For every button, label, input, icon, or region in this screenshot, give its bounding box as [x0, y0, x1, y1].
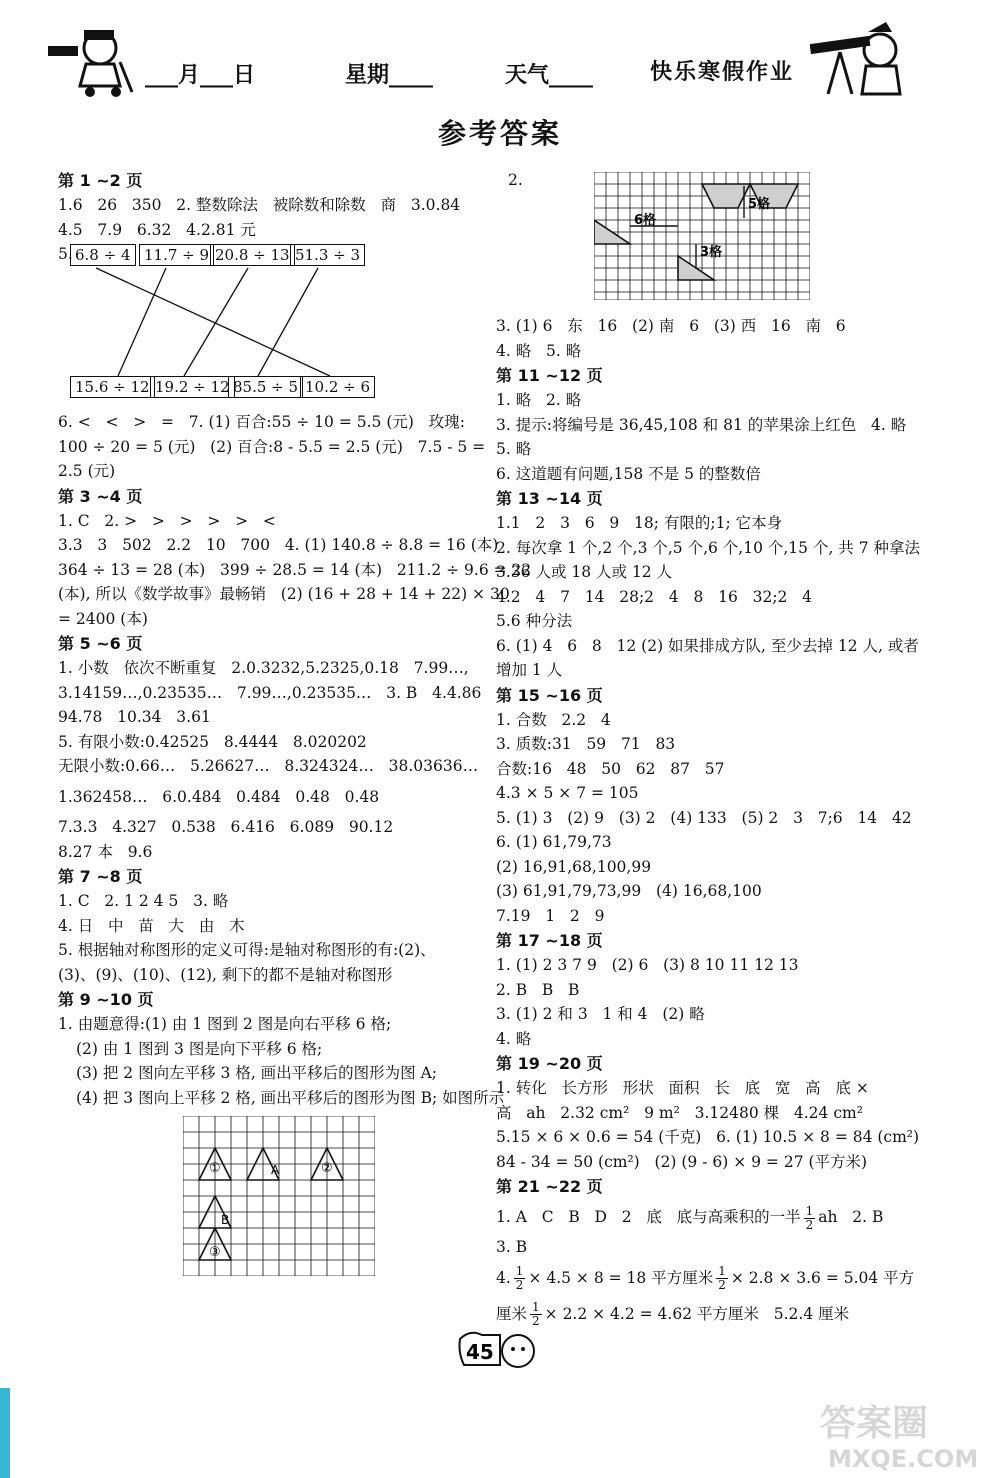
grid-label: 6格 [634, 213, 657, 228]
division-box: 11.7 ÷ 9 [139, 244, 214, 266]
answer-line: 1. C 2. 1 2 4 5 3. 略 [58, 892, 229, 910]
answer-line: 1.6 26 350 2. 整数除法 被除数和除数 商 3.0.84 [58, 196, 461, 214]
section-title: 第 13 ~14 页 [496, 489, 603, 508]
answer-line: 3. 质数:31 59 71 83 [496, 735, 676, 753]
answer-line: 6. (1) 61,79,73 [496, 833, 612, 851]
answer-line: 6. 这道题有问题,158 不是 5 的整数倍 [496, 464, 761, 483]
answer-line: 2. B B B [496, 980, 580, 999]
section-title: 第 15 ~16 页 [496, 685, 603, 705]
answer-line: 6. (1) 4 6 8 12 (2) 如果排成方队, 至少去掉 12 人, 或者 [496, 636, 919, 655]
answer-line [496, 1199, 936, 1235]
division-box: 15.6 ÷ 12 [70, 376, 155, 398]
answer-line: 合数:16 48 50 62 87 57 [496, 759, 725, 778]
answer-line: (3) 把 2 图向左平移 3 格, 画出平移后的图形为图 A; [76, 1064, 438, 1082]
answer-line: 3. (1) 2 和 3 1 和 4 (2) 略 [496, 1005, 705, 1023]
grid-label: ③ [209, 1245, 221, 1260]
answer-line [496, 1296, 936, 1332]
answer-line: 5.15 × 6 × 0.6 = 54 (千克) 6. (1) 10.5 × 8 = 84 (cm²) [496, 1128, 920, 1146]
grid-label: A [271, 1163, 280, 1177]
answer-line: 5.6 种分法 [496, 612, 573, 630]
translation-grid-figure [183, 1116, 375, 1276]
matching-exercise [58, 242, 478, 402]
answer-line: 8.27 本 9.6 [58, 842, 153, 861]
answer-line: 1. 由题意得:(1) 由 1 图到 2 图是向右平移 6 格; [58, 1015, 392, 1033]
answer-text: × 2.2 × 4.2 = 4.62 平方厘米 5.2.4 厘米 [544, 1304, 850, 1323]
grid-label: 5格 [748, 197, 771, 212]
weekday-label: 星期____ [345, 63, 434, 88]
answer-line: 2.5 (元) [58, 462, 116, 480]
answer-line: 1.362458… 6.0.484 0.484 0.48 0.48 [58, 787, 380, 806]
section-title: 第 1 ~2 页 [58, 171, 143, 190]
answer-text: × 4.5 × 8 = 18 平方厘米 [528, 1268, 714, 1287]
section-title: 第 17 ~18 页 [496, 931, 603, 950]
answer-line: 1. 转化 长方形 形状 面积 长 底 宽 高 底 × [496, 1079, 869, 1097]
grid-drawing [594, 172, 810, 300]
translation-figure-2 [496, 168, 936, 308]
section-title: 第 7 ~8 页 [58, 867, 143, 886]
question-number: 2. [508, 171, 523, 189]
answer-line: 7.19 1 2 9 [496, 906, 605, 925]
answer-line: = 2400 (本) [58, 609, 148, 628]
fraction-numerator: 1 [718, 1264, 726, 1278]
division-box: 85.5 ÷ 5 [228, 376, 303, 398]
answer-line: 3.36 人或 18 人或 12 人 [496, 563, 673, 581]
date-label: ___月___日 [145, 63, 256, 88]
fraction [514, 1265, 526, 1292]
page-number: 45 [466, 1340, 494, 1364]
grid-drawing [183, 1116, 375, 1276]
fraction-numerator: 1 [515, 1264, 524, 1278]
brand-title: 快乐寒假作业 [650, 60, 795, 85]
answer-line: 94.78 10.34 3.61 [58, 708, 211, 726]
fraction [716, 1265, 728, 1292]
answer-line: 高 ah 2.32 cm² 9 m² 3.12480 棵 4.24 cm² [496, 1103, 863, 1122]
section-title: 第 19 ~20 页 [496, 1054, 603, 1073]
answer-line: 1. 小数 依次不断重复 2.0.3232,5.2325,0.18 7.99…, [58, 659, 469, 677]
answer-text: 厘米 [496, 1304, 528, 1323]
answer-line: (2) 16,91,68,100,99 [496, 857, 652, 876]
answer-line: 1. C 2. > > > > > < [58, 511, 276, 530]
division-box: 6.8 ÷ 4 [70, 244, 136, 266]
right-column [496, 168, 936, 1332]
answer-line: 4.2 4 7 14 28;2 4 8 16 32;2 4 [496, 587, 813, 606]
answer-text: × 2.8 × 3.6 = 5.04 平方 [730, 1268, 915, 1287]
division-box: 10.2 ÷ 6 [300, 376, 375, 398]
answer-line: 3.14159…,0.23535… 7.99…,0.23535… 3. B 4.4.86 [58, 683, 482, 702]
answer-text: 1. A C B D 2 底 底与高乘积的一半 [496, 1208, 801, 1226]
fraction-numerator: 1 [532, 1300, 540, 1314]
answer-line: 5. 略 [496, 440, 532, 458]
answer-line: 3.3 3 502 2.2 10 700 4. (1) 140.8 ÷ 8.8 = 16 (本) [58, 536, 499, 554]
cartoon-badge-icon [456, 1325, 546, 1373]
watermark-title: 答案圈 [820, 1403, 929, 1444]
answer-line: 3. (1) 6 东 16 (2) 南 6 (3) 西 16 南 6 [496, 317, 846, 335]
answer-line: 6. < < > = 7. (1) 百合:55 ÷ 10 = 5.5 (元) 玫瑰: [58, 413, 465, 431]
answer-line: 5. 有限小数:0.42525 8.4444 8.020202 [58, 732, 367, 751]
answer-line: (2) 由 1 图到 3 图是向下平移 6 格; [76, 1039, 323, 1058]
question-number: 5. [58, 245, 73, 263]
answer-line: 364 ÷ 13 = 28 (本) 399 ÷ 28.5 = 14 (本) 211.2 ÷ 9.6 = 22 [58, 560, 532, 579]
section-title: 第 9 ~10 页 [58, 990, 154, 1009]
answer-line: 1.1 2 3 6 9 18; 有限的;1; 它本身 [496, 514, 783, 532]
fraction [804, 1205, 816, 1232]
fraction [530, 1301, 542, 1328]
page-title: 参考答案 [437, 117, 562, 150]
answer-line: 1. 略 2. 略 [496, 391, 582, 409]
section-title: 第 21 ~22 页 [496, 1177, 603, 1196]
answer-line: (本), 所以《数学故事》最畅销 (2) (16 + 28 + 14 + 22) × 30 [58, 585, 510, 603]
watermark-icon [810, 1395, 980, 1473]
fraction-denominator: 2 [532, 1314, 540, 1328]
cartoon-kid-icon [40, 22, 140, 102]
grid-label: 3格 [700, 245, 723, 260]
answer-line: (3) 61,91,79,73,99 (4) 16,68,100 [496, 882, 762, 900]
answer-line: 增加 1 人 [496, 661, 563, 679]
page-header [0, 0, 1000, 110]
answer-line: 4. 略 [496, 1029, 532, 1048]
answer-line: (3)、(9)、(10)、(12), 剩下的都不是轴对称图形 [58, 965, 393, 984]
answer-text: 4. [496, 1268, 511, 1287]
answer-line: 5. 根据轴对称图形的定义可得:是轴对称图形的有:(2)、 [58, 941, 436, 959]
answer-line [496, 1260, 936, 1296]
section-title: 第 5 ~6 页 [58, 634, 143, 653]
answer-line: 84 - 34 = 50 (cm²) (2) (9 - 6) × 9 = 27 (平方米) [496, 1152, 868, 1171]
grid-label: B [221, 1213, 230, 1227]
answer-line: 无限小数:0.66… 5.26627… 8.324324… 38.03636… [58, 757, 479, 775]
answer-line: 4. 略 5. 略 [496, 341, 582, 360]
answer-line: 5. (1) 3 (2) 9 (3) 2 (4) 133 (5) 2 3 7;6 14 42 [496, 808, 912, 827]
fraction-denominator: 2 [718, 1278, 726, 1292]
answer-text: ah 2. B [818, 1208, 884, 1226]
page-number-badge [456, 1325, 546, 1373]
watermark-url: MXQE.COM [828, 1445, 979, 1473]
section-title: 第 11 ~12 页 [496, 366, 603, 385]
division-box: 51.3 ÷ 3 [290, 244, 365, 266]
fraction-denominator: 2 [515, 1278, 524, 1292]
telescope-kid-icon [810, 22, 910, 102]
fraction-denominator: 2 [805, 1217, 814, 1232]
page-edge-strip [0, 1388, 10, 1478]
division-box: 20.8 ÷ 13 [210, 244, 295, 266]
answer-line: 1. 合数 2.2 4 [496, 710, 611, 729]
answer-line: 4.3 × 5 × 7 = 105 [496, 784, 639, 802]
answer-line: 100 ÷ 20 = 5 (元) (2) 百合:8 - 5.5 = 2.5 (元) 7.5 - 5 = [58, 437, 486, 456]
answer-line: 3. 提示:将编号是 36,45,108 和 81 的苹果涂上红色 4. 略 [496, 415, 907, 434]
answer-line: 4. 日 中 苗 大 由 木 [58, 916, 245, 935]
answer-line: 2. 每次拿 1 个,2 个,3 个,5 个,6 个,10 个,15 个, 共 7 种拿法 [496, 538, 921, 557]
answer-line: 4.5 7.9 6.32 4.2.81 元 [58, 220, 256, 239]
answer-line: 7.3.3 4.327 0.538 6.416 6.089 90.12 [58, 818, 394, 836]
grid-label: ① [209, 1161, 221, 1176]
answer-line: 3. B [496, 1238, 528, 1256]
division-box: 19.2 ÷ 12 [150, 376, 235, 398]
answer-line: (4) 把 3 图向上平移 2 格, 画出平移后的图形为图 B; 如图所示 [76, 1088, 505, 1107]
weather-label: 天气____ [505, 63, 594, 88]
answer-line: 1. (1) 2 3 7 9 (2) 6 (3) 8 10 11 12 13 [496, 956, 799, 974]
section-title: 第 3 ~4 页 [58, 486, 143, 506]
fraction-numerator: 1 [805, 1203, 814, 1218]
watermark-logo [810, 1395, 980, 1473]
grid-label: ② [321, 1161, 333, 1176]
